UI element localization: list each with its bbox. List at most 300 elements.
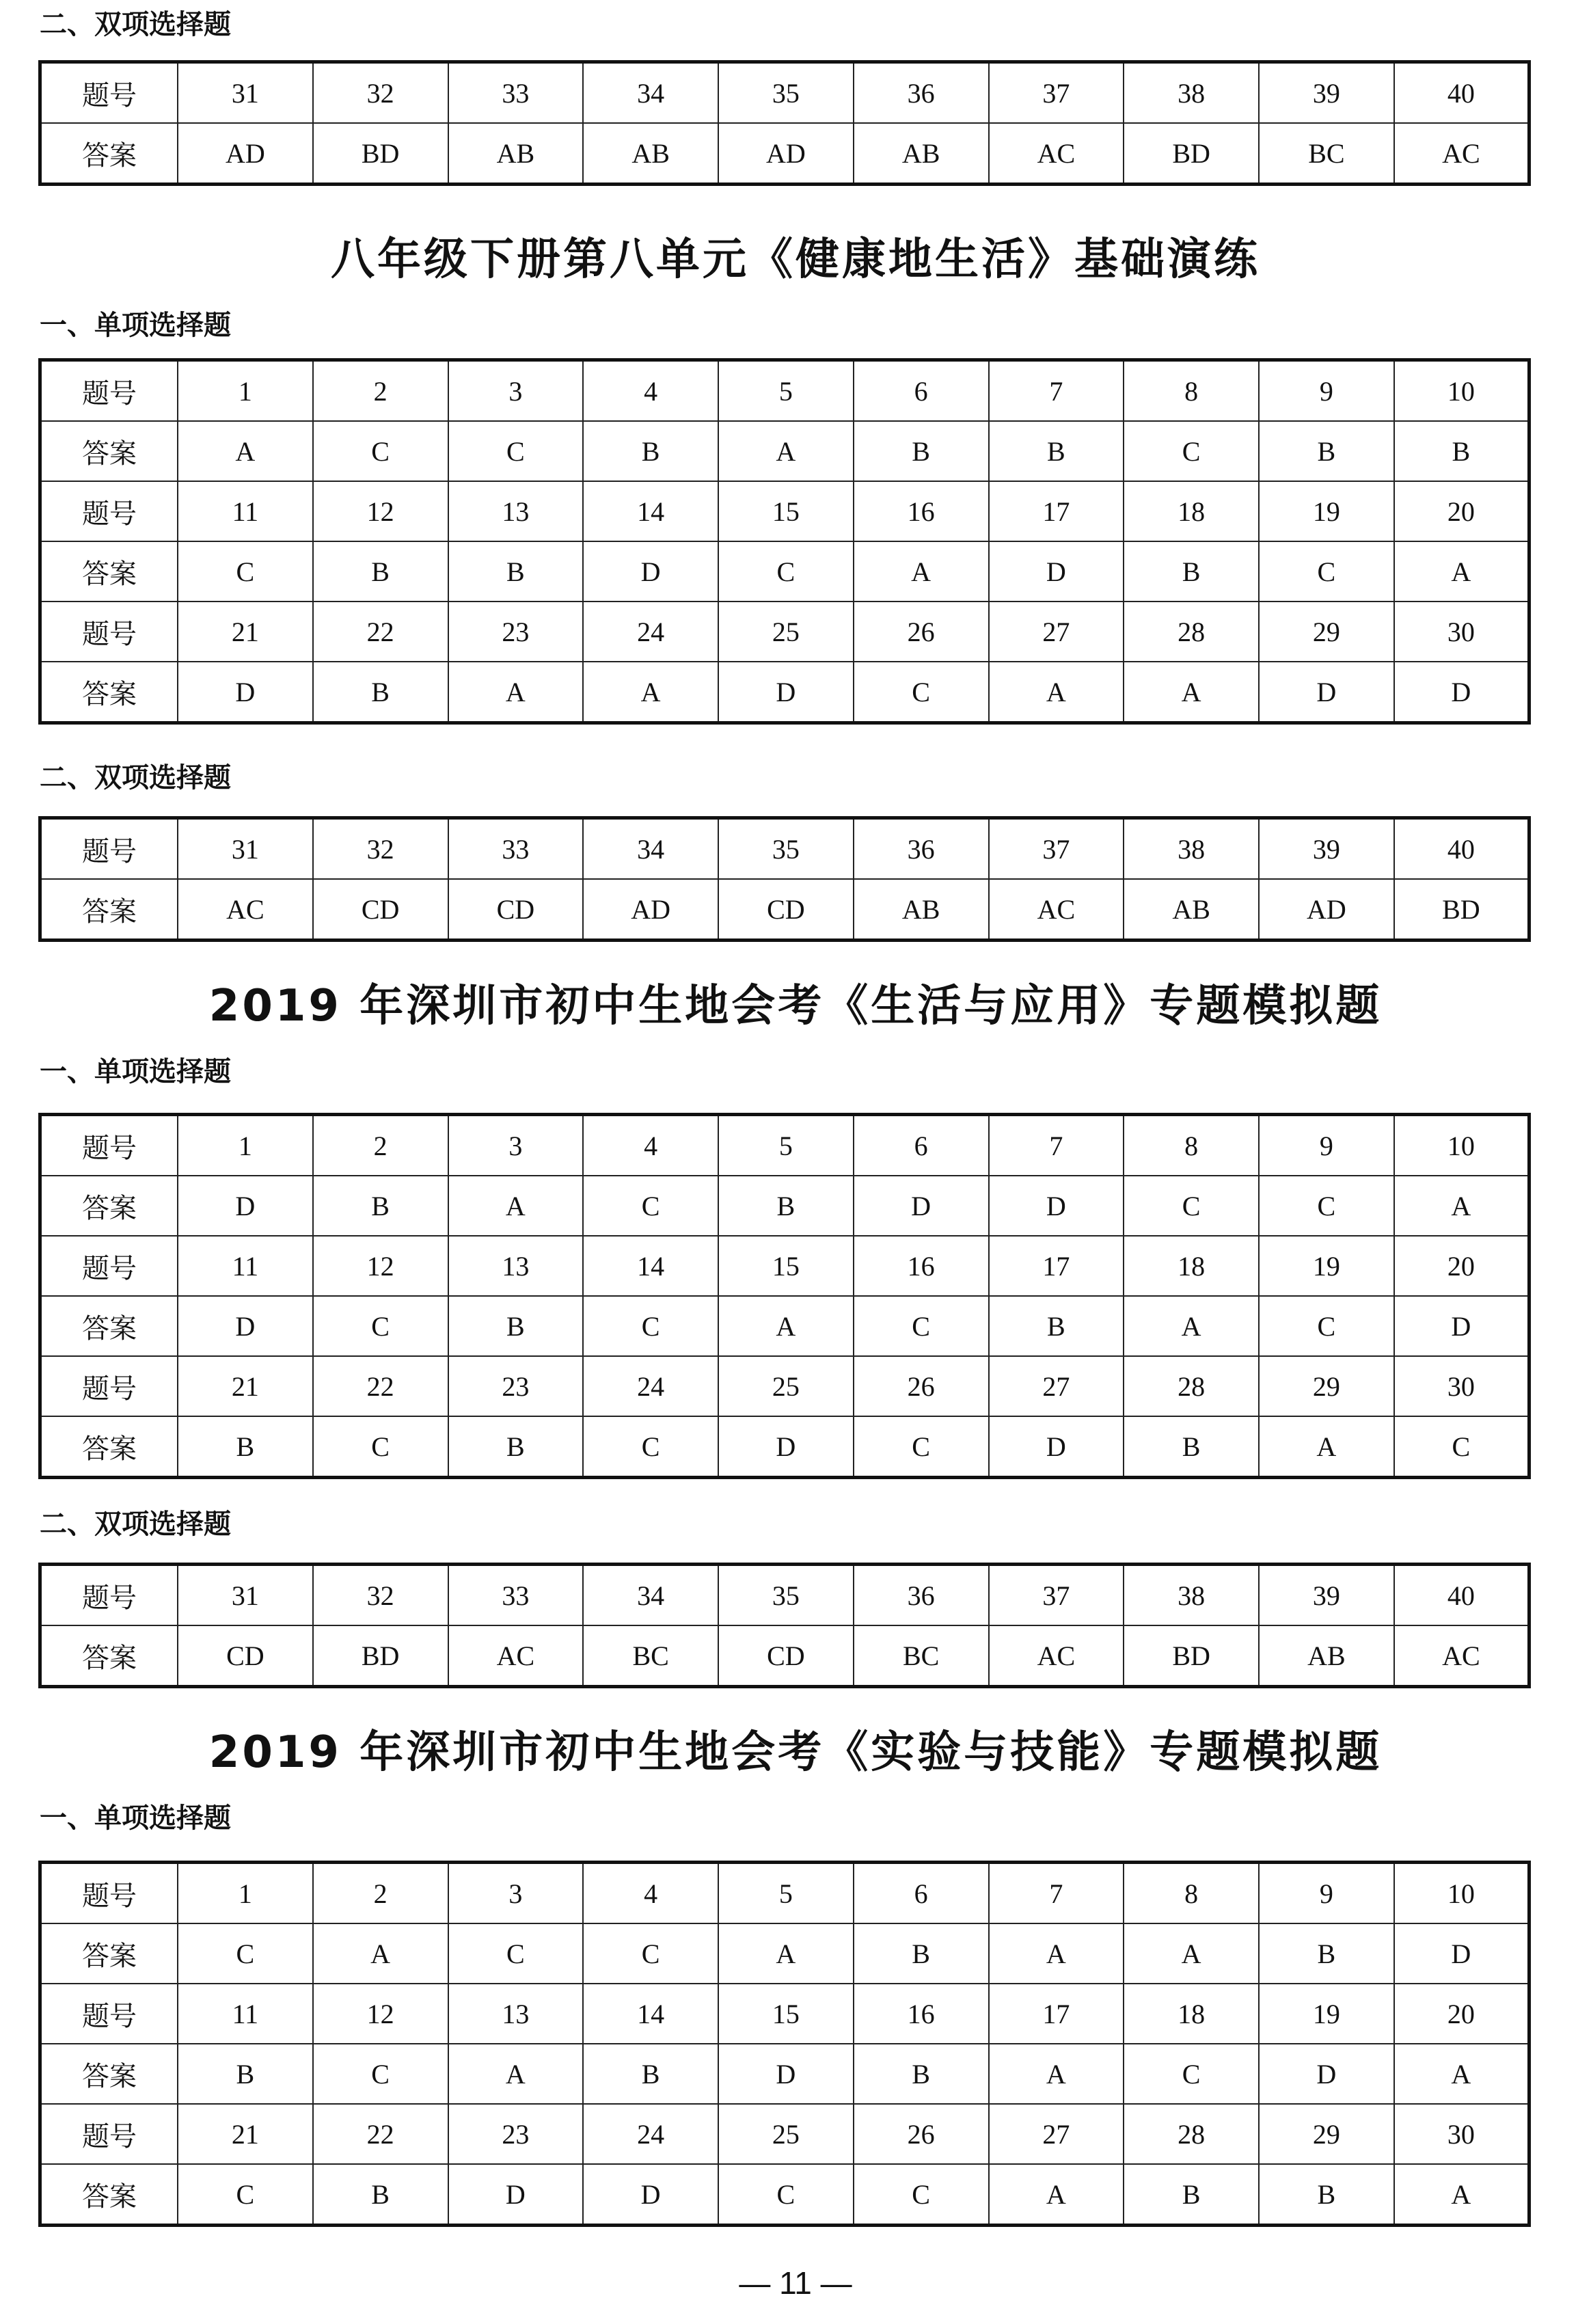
answer-cell: A — [178, 421, 313, 481]
question-number-cell: 39 — [1259, 62, 1394, 124]
question-number-cell: 13 — [448, 1236, 584, 1296]
answer-cell: BC — [854, 1625, 989, 1687]
question-number-cell: 38 — [1124, 818, 1259, 880]
row-header: 题号 — [40, 818, 178, 880]
question-number-cell: 37 — [989, 1565, 1124, 1626]
question-number-cell: 26 — [854, 602, 989, 662]
answer-cell: B — [448, 1296, 584, 1356]
answer-cell: B — [1124, 2164, 1259, 2226]
section-label: 一、单项选择题 — [40, 310, 231, 341]
row-header: 答案 — [40, 1625, 178, 1687]
answer-cell: A — [718, 1923, 854, 1984]
answer-cell: C — [1124, 2044, 1259, 2104]
answer-cell: C — [583, 1176, 718, 1236]
answer-cell: AD — [718, 123, 854, 185]
question-number-row — [40, 1236, 1529, 1296]
question-number-cell: 21 — [178, 1356, 313, 1416]
answer-cell: B — [313, 2164, 448, 2226]
row-header: 题号 — [40, 1984, 178, 2044]
question-number-cell: 9 — [1259, 360, 1394, 422]
question-number-cell: 2 — [313, 1863, 448, 1924]
answer-cell: C — [583, 1416, 718, 1478]
answer-cell: AC — [1394, 123, 1529, 185]
question-number-cell: 10 — [1394, 1863, 1529, 1924]
answer-cell: C — [854, 2164, 989, 2226]
section-label: 二、双项选择题 — [40, 9, 231, 40]
answer-cell: AC — [178, 879, 313, 941]
answer-cell: A — [718, 1296, 854, 1356]
question-number-cell: 17 — [989, 1984, 1124, 2044]
row-header: 题号 — [40, 2104, 178, 2164]
question-number-cell: 4 — [583, 1115, 718, 1176]
answer-cell: A — [989, 1923, 1124, 1984]
answer-cell: C — [178, 541, 313, 602]
question-number-row — [40, 1356, 1529, 1416]
question-number-cell: 25 — [718, 1356, 854, 1416]
question-number-cell: 33 — [448, 62, 584, 124]
answer-table — [38, 1113, 1531, 1479]
question-number-cell: 35 — [718, 62, 854, 124]
answer-cell: AB — [854, 879, 989, 941]
answer-cell: B — [854, 2044, 989, 2104]
question-number-cell: 30 — [1394, 602, 1529, 662]
answer-cell: A — [448, 2044, 584, 2104]
question-number-cell: 12 — [313, 1236, 448, 1296]
question-number-cell: 35 — [718, 818, 854, 880]
answer-cell: AD — [583, 879, 718, 941]
answer-cell: B — [718, 1176, 854, 1236]
answer-cell: C — [1259, 1296, 1394, 1356]
question-number-cell: 1 — [178, 1115, 313, 1176]
question-number-cell: 22 — [313, 602, 448, 662]
question-number-cell: 36 — [854, 1565, 989, 1626]
answer-cell: C — [313, 1416, 448, 1478]
question-number-cell: 38 — [1124, 1565, 1259, 1626]
answer-cell: AC — [989, 1625, 1124, 1687]
question-number-cell: 16 — [854, 481, 989, 541]
question-number-cell: 28 — [1124, 1356, 1259, 1416]
row-header: 题号 — [40, 602, 178, 662]
question-number-cell: 38 — [1124, 62, 1259, 124]
answer-cell: C — [854, 1416, 989, 1478]
answer-cell: B — [1124, 1416, 1259, 1478]
section-title: 八年级下册第八单元《健康地生活》基础演练 — [331, 234, 1260, 285]
answer-cell: C — [178, 1923, 313, 1984]
question-number-cell: 32 — [313, 818, 448, 880]
question-number-cell: 3 — [448, 360, 584, 422]
question-number-cell: 24 — [583, 602, 718, 662]
question-number-cell: 25 — [718, 602, 854, 662]
question-number-row — [40, 2104, 1529, 2164]
answer-cell: A — [989, 2044, 1124, 2104]
answer-cell: B — [1394, 421, 1529, 481]
answer-cell: D — [1259, 2044, 1394, 2104]
question-number-cell: 37 — [989, 818, 1124, 880]
answer-cell: C — [178, 2164, 313, 2226]
question-number-cell: 32 — [313, 62, 448, 124]
question-number-cell: 23 — [448, 1356, 584, 1416]
question-number-row — [40, 1565, 1529, 1626]
answer-cell: B — [178, 2044, 313, 2104]
row-header: 答案 — [40, 541, 178, 602]
answer-cell: D — [178, 662, 313, 723]
question-number-cell: 3 — [448, 1863, 584, 1924]
answer-cell: AB — [1259, 1625, 1394, 1687]
question-number-cell: 9 — [1259, 1863, 1394, 1924]
section-label: 一、单项选择题 — [40, 1056, 231, 1087]
answer-cell: A — [1394, 541, 1529, 602]
question-number-row — [40, 1984, 1529, 2044]
question-number-cell: 11 — [178, 1236, 313, 1296]
question-number-cell: 7 — [989, 1863, 1124, 1924]
answer-cell: C — [854, 1296, 989, 1356]
answer-cell: AC — [989, 123, 1124, 185]
question-number-cell: 35 — [718, 1565, 854, 1626]
answer-cell: B — [448, 1416, 584, 1478]
question-number-cell: 14 — [583, 1984, 718, 2044]
question-number-cell: 31 — [178, 818, 313, 880]
question-number-cell: 27 — [989, 602, 1124, 662]
question-number-cell: 34 — [583, 1565, 718, 1626]
answer-cell: A — [1394, 2044, 1529, 2104]
question-number-cell: 39 — [1259, 1565, 1394, 1626]
question-number-cell: 6 — [854, 360, 989, 422]
question-number-cell: 17 — [989, 481, 1124, 541]
answer-cell: A — [718, 421, 854, 481]
row-header: 答案 — [40, 662, 178, 723]
section-label: 二、双项选择题 — [40, 1509, 231, 1540]
answer-cell: A — [1259, 1416, 1394, 1478]
question-number-cell: 18 — [1124, 1984, 1259, 2044]
answer-cell: D — [583, 541, 718, 602]
question-number-cell: 6 — [854, 1115, 989, 1176]
question-number-cell: 29 — [1259, 2104, 1394, 2164]
answer-cell: AB — [1124, 879, 1259, 941]
question-number-cell: 20 — [1394, 481, 1529, 541]
question-number-cell: 20 — [1394, 1984, 1529, 2044]
question-number-cell: 28 — [1124, 602, 1259, 662]
answer-cell: CD — [448, 879, 584, 941]
answer-cell: C — [583, 1923, 718, 1984]
answer-cell: D — [854, 1176, 989, 1236]
answer-row — [40, 879, 1529, 941]
answer-cell: BD — [1394, 879, 1529, 941]
answer-cell: D — [989, 1416, 1124, 1478]
question-number-cell: 33 — [448, 1565, 584, 1626]
answer-cell: B — [448, 541, 584, 602]
question-number-cell: 16 — [854, 1984, 989, 2044]
answer-cell: D — [1259, 662, 1394, 723]
question-number-cell: 29 — [1259, 1356, 1394, 1416]
row-header: 答案 — [40, 421, 178, 481]
answer-cell: BC — [1259, 123, 1394, 185]
answer-cell: A — [448, 1176, 584, 1236]
answer-cell: C — [313, 1296, 448, 1356]
row-header: 答案 — [40, 1176, 178, 1236]
question-number-cell: 14 — [583, 481, 718, 541]
question-number-cell: 13 — [448, 1984, 584, 2044]
question-number-cell: 22 — [313, 2104, 448, 2164]
question-number-cell: 34 — [583, 62, 718, 124]
row-header: 答案 — [40, 1923, 178, 1984]
answer-cell: CD — [718, 879, 854, 941]
question-number-cell: 10 — [1394, 1115, 1529, 1176]
question-number-cell: 20 — [1394, 1236, 1529, 1296]
question-number-cell: 27 — [989, 1356, 1124, 1416]
answer-row — [40, 662, 1529, 723]
question-number-cell: 5 — [718, 1115, 854, 1176]
answer-cell: B — [989, 421, 1124, 481]
question-number-cell: 9 — [1259, 1115, 1394, 1176]
answer-cell: BC — [583, 1625, 718, 1687]
section-title: 2019 年深圳市初中生地会考《实验与技能》专题模拟题 — [208, 1727, 1383, 1778]
question-number-cell: 22 — [313, 1356, 448, 1416]
question-number-cell: 25 — [718, 2104, 854, 2164]
question-number-cell: 5 — [718, 360, 854, 422]
question-number-cell: 40 — [1394, 1565, 1529, 1626]
question-number-cell: 40 — [1394, 818, 1529, 880]
answer-cell: C — [313, 2044, 448, 2104]
row-header: 题号 — [40, 1115, 178, 1176]
question-number-cell: 27 — [989, 2104, 1124, 2164]
answer-cell: B — [583, 421, 718, 481]
row-header: 答案 — [40, 2044, 178, 2104]
question-number-cell: 15 — [718, 481, 854, 541]
answer-row — [40, 1923, 1529, 1984]
answer-cell: AC — [448, 1625, 584, 1687]
answer-cell: C — [718, 2164, 854, 2226]
answer-cell: C — [1394, 1416, 1529, 1478]
question-number-cell: 37 — [989, 62, 1124, 124]
question-number-row — [40, 1863, 1529, 1924]
row-header: 答案 — [40, 1296, 178, 1356]
answer-table — [38, 816, 1531, 942]
answer-table — [38, 60, 1531, 186]
question-number-cell: 31 — [178, 1565, 313, 1626]
question-number-cell: 19 — [1259, 481, 1394, 541]
question-number-cell: 23 — [448, 602, 584, 662]
answer-cell: B — [313, 541, 448, 602]
answer-cell: AB — [854, 123, 989, 185]
question-number-cell: 30 — [1394, 1356, 1529, 1416]
row-header: 题号 — [40, 62, 178, 124]
answer-table — [38, 358, 1531, 725]
question-number-row — [40, 62, 1529, 124]
answer-cell: C — [1259, 1176, 1394, 1236]
answer-cell: D — [989, 541, 1124, 602]
row-header: 题号 — [40, 1863, 178, 1924]
question-number-cell: 7 — [989, 1115, 1124, 1176]
question-number-cell: 12 — [313, 481, 448, 541]
question-number-cell: 2 — [313, 360, 448, 422]
answer-cell: AB — [583, 123, 718, 185]
answer-cell: C — [313, 421, 448, 481]
question-number-cell: 23 — [448, 2104, 584, 2164]
question-number-cell: 10 — [1394, 360, 1529, 422]
answer-cell: CD — [718, 1625, 854, 1687]
question-number-cell: 34 — [583, 818, 718, 880]
answer-cell: B — [1259, 1923, 1394, 1984]
question-number-cell: 14 — [583, 1236, 718, 1296]
question-number-cell: 8 — [1124, 1863, 1259, 1924]
question-number-cell: 39 — [1259, 818, 1394, 880]
question-number-cell: 7 — [989, 360, 1124, 422]
question-number-cell: 33 — [448, 818, 584, 880]
answer-row — [40, 123, 1529, 185]
question-number-cell: 17 — [989, 1236, 1124, 1296]
question-number-cell: 2 — [313, 1115, 448, 1176]
answer-cell: D — [718, 1416, 854, 1478]
answer-cell: AB — [448, 123, 584, 185]
row-header: 题号 — [40, 481, 178, 541]
answer-cell: A — [1124, 1296, 1259, 1356]
question-number-cell: 8 — [1124, 360, 1259, 422]
question-number-cell: 30 — [1394, 2104, 1529, 2164]
question-number-cell: 21 — [178, 602, 313, 662]
page-number: — 11 — — [739, 2265, 852, 2301]
answer-cell: D — [1394, 662, 1529, 723]
section-label: 一、单项选择题 — [40, 1802, 231, 1834]
answer-row — [40, 1416, 1529, 1478]
answer-cell: B — [1259, 421, 1394, 481]
row-header: 题号 — [40, 1236, 178, 1296]
question-number-cell: 21 — [178, 2104, 313, 2164]
answer-cell: B — [1259, 2164, 1394, 2226]
answer-cell: A — [1394, 2164, 1529, 2226]
answer-row — [40, 1296, 1529, 1356]
answer-cell: D — [178, 1176, 313, 1236]
row-header: 答案 — [40, 1416, 178, 1478]
answer-cell: BD — [313, 1625, 448, 1687]
answer-cell: A — [854, 541, 989, 602]
answer-cell: A — [989, 2164, 1124, 2226]
question-number-cell: 36 — [854, 62, 989, 124]
answer-cell: A — [1124, 1923, 1259, 1984]
question-number-cell: 18 — [1124, 481, 1259, 541]
question-number-cell: 1 — [178, 1863, 313, 1924]
row-header: 题号 — [40, 1356, 178, 1416]
answer-cell: BD — [1124, 123, 1259, 185]
answer-cell: C — [1259, 541, 1394, 602]
question-number-cell: 32 — [313, 1565, 448, 1626]
question-number-cell: 15 — [718, 1984, 854, 2044]
answer-cell: B — [313, 1176, 448, 1236]
question-number-cell: 4 — [583, 360, 718, 422]
answer-cell: B — [313, 662, 448, 723]
answer-cell: A — [989, 662, 1124, 723]
answer-cell: A — [583, 662, 718, 723]
question-number-cell: 36 — [854, 818, 989, 880]
question-number-cell: 8 — [1124, 1115, 1259, 1176]
question-number-cell: 31 — [178, 62, 313, 124]
row-header: 答案 — [40, 879, 178, 941]
answer-cell: C — [583, 1296, 718, 1356]
row-header: 答案 — [40, 2164, 178, 2226]
question-number-cell: 1 — [178, 360, 313, 422]
answer-cell: A — [313, 1923, 448, 1984]
answer-cell: D — [1394, 1296, 1529, 1356]
answer-row — [40, 541, 1529, 602]
answer-cell: B — [583, 2044, 718, 2104]
question-number-cell: 18 — [1124, 1236, 1259, 1296]
answer-cell: D — [583, 2164, 718, 2226]
question-number-row — [40, 818, 1529, 880]
answer-row — [40, 1625, 1529, 1687]
answer-cell: AD — [1259, 879, 1394, 941]
question-number-row — [40, 481, 1529, 541]
answer-cell: D — [718, 662, 854, 723]
row-header: 答案 — [40, 123, 178, 185]
answer-cell: A — [448, 662, 584, 723]
answer-table — [38, 1563, 1531, 1688]
question-number-cell: 19 — [1259, 1984, 1394, 2044]
question-number-cell: 29 — [1259, 602, 1394, 662]
answer-cell: C — [1124, 1176, 1259, 1236]
question-number-cell: 26 — [854, 2104, 989, 2164]
question-number-cell: 6 — [854, 1863, 989, 1924]
question-number-cell: 28 — [1124, 2104, 1259, 2164]
question-number-cell: 11 — [178, 1984, 313, 2044]
answer-cell: C — [448, 421, 584, 481]
question-number-cell: 24 — [583, 2104, 718, 2164]
answer-cell: B — [854, 421, 989, 481]
answer-row — [40, 421, 1529, 481]
question-number-cell: 24 — [583, 1356, 718, 1416]
question-number-cell: 26 — [854, 1356, 989, 1416]
question-number-cell: 13 — [448, 481, 584, 541]
answer-cell: C — [854, 662, 989, 723]
answer-cell: BD — [1124, 1625, 1259, 1687]
question-number-cell: 11 — [178, 481, 313, 541]
answer-cell: D — [178, 1296, 313, 1356]
answer-cell: B — [854, 1923, 989, 1984]
answer-cell: AD — [178, 123, 313, 185]
answer-row — [40, 2044, 1529, 2104]
question-number-cell: 16 — [854, 1236, 989, 1296]
question-number-cell: 4 — [583, 1863, 718, 1924]
answer-row — [40, 2164, 1529, 2226]
answer-cell: CD — [313, 879, 448, 941]
question-number-cell: 12 — [313, 1984, 448, 2044]
answer-cell: B — [178, 1416, 313, 1478]
question-number-cell: 40 — [1394, 62, 1529, 124]
row-header: 题号 — [40, 360, 178, 422]
answer-cell: B — [1124, 541, 1259, 602]
row-header: 题号 — [40, 1565, 178, 1626]
answer-cell: D — [1394, 1923, 1529, 1984]
question-number-cell: 5 — [718, 1863, 854, 1924]
answer-cell: A — [1124, 662, 1259, 723]
section-label: 二、双项选择题 — [40, 762, 231, 794]
question-number-row — [40, 1115, 1529, 1176]
answer-cell: AC — [989, 879, 1124, 941]
question-number-cell: 19 — [1259, 1236, 1394, 1296]
answer-cell: D — [989, 1176, 1124, 1236]
answer-cell: BD — [313, 123, 448, 185]
answer-cell: C — [718, 541, 854, 602]
answer-cell: B — [989, 1296, 1124, 1356]
question-number-row — [40, 360, 1529, 422]
answer-cell: AC — [1394, 1625, 1529, 1687]
answer-row — [40, 1176, 1529, 1236]
question-number-cell: 3 — [448, 1115, 584, 1176]
answer-cell: A — [1394, 1176, 1529, 1236]
answer-cell: D — [718, 2044, 854, 2104]
answer-cell: C — [1124, 421, 1259, 481]
answer-cell: CD — [178, 1625, 313, 1687]
section-title: 2019 年深圳市初中生地会考《生活与应用》专题模拟题 — [208, 981, 1383, 1031]
answer-cell: D — [448, 2164, 584, 2226]
